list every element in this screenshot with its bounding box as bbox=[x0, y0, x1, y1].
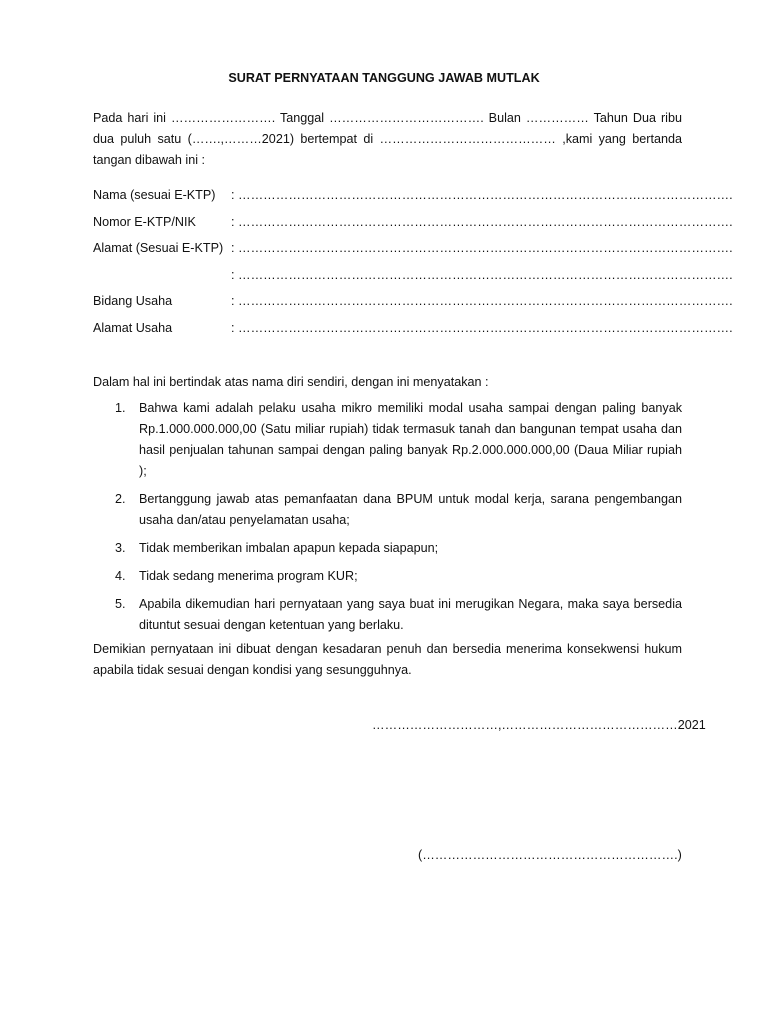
intro-paragraph: Pada hari ini ……………………. Tanggal ………………………………. Bulan …………… Tahun Dua ribu dua puluh satu (…….,………2021) bertempat di …………………………………… ,kami yang bertanda tangan dibawah ini : bbox=[93, 111, 682, 167]
list-item-text: Tidak sedang menerima program KUR; bbox=[139, 569, 358, 583]
statement-intro: Dalam hal ini bertindak atas nama diri sendiri, dengan ini menyatakan : bbox=[93, 375, 489, 389]
field-value: : ………………………………………………………………………………………………………. bbox=[231, 320, 733, 335]
list-item-text: Apabila dikemudian hari pernyataan yang saya buat ini merugikan Negara, maka saya bersedia dituntut sesuai dengan ketentuan yang berlaku. bbox=[139, 597, 682, 632]
list-item-number: 5. bbox=[115, 597, 126, 611]
list-item bbox=[93, 489, 682, 531]
list-item bbox=[93, 398, 682, 482]
field-value: : ………………………………………………………………………………………………………. bbox=[231, 294, 733, 308]
statement-list bbox=[93, 398, 682, 643]
place-date-line: …………………………,……………………………………2021 bbox=[372, 718, 706, 732]
field-label: Nama (sesuai E-KTP) bbox=[93, 188, 216, 202]
list-item-number: 3. bbox=[115, 541, 126, 555]
list-item-number: 1. bbox=[115, 401, 126, 415]
field-row-nik bbox=[93, 212, 733, 239]
field-label: Alamat Usaha bbox=[93, 320, 173, 335]
field-row-address bbox=[93, 238, 733, 265]
list-item-text: Bertanggung jawab atas pemanfaatan dana BPUM untuk modal kerja, sarana pengembangan usaha dan/atau penyelamatan usaha; bbox=[139, 492, 682, 527]
field-label: Alamat (Sesuai E-KTP) bbox=[93, 241, 224, 255]
field-value: : ………………………………………………………………………………………………………. bbox=[231, 188, 733, 202]
list-item bbox=[93, 594, 682, 636]
list-item-text: Bahwa kami adalah pelaku usaha mikro memiliki modal usaha sampai dengan paling banyak Rp.1.000.000.000,00 (Satu miliar rupiah) tidak termasuk tanah dan bangunan tempat usaha dan hasil penjualan tahunan sampai dengan paling banyak Rp.2.000.000.000,00 (Daua Miliar rupiah ); bbox=[139, 401, 682, 478]
list-item bbox=[93, 538, 682, 559]
field-value: : ………………………………………………………………………………………………………. bbox=[231, 267, 733, 282]
list-item-number: 2. bbox=[115, 492, 126, 506]
list-item bbox=[93, 566, 682, 587]
field-value: : ………………………………………………………………………………………………………. bbox=[231, 214, 733, 229]
field-value: : ………………………………………………………………………………………………………. bbox=[231, 241, 733, 255]
list-item-text: Tidak memberikan imbalan apapun kepada siapapun; bbox=[139, 541, 439, 555]
identity-fields bbox=[93, 185, 733, 344]
field-row-business-field bbox=[93, 291, 733, 318]
field-label: Nomor E-KTP/NIK bbox=[93, 214, 196, 229]
field-row-address-cont bbox=[93, 265, 733, 292]
list-item-number: 4. bbox=[115, 569, 126, 583]
closing-paragraph: Demikian pernyataan ini dibuat dengan kesadaran penuh dan bersedia menerima konsekwensi hukum apabila tidak sesuai dengan kondisi yang sesungguhnya. bbox=[93, 642, 682, 677]
field-row-name bbox=[93, 185, 733, 212]
field-row-business-address bbox=[93, 318, 733, 345]
document-title: SURAT PERNYATAAN TANGGUNG JAWAB MUTLAK bbox=[228, 71, 540, 85]
field-label: Bidang Usaha bbox=[93, 294, 173, 308]
signature-line: (…………………………………………………….) bbox=[418, 848, 682, 862]
